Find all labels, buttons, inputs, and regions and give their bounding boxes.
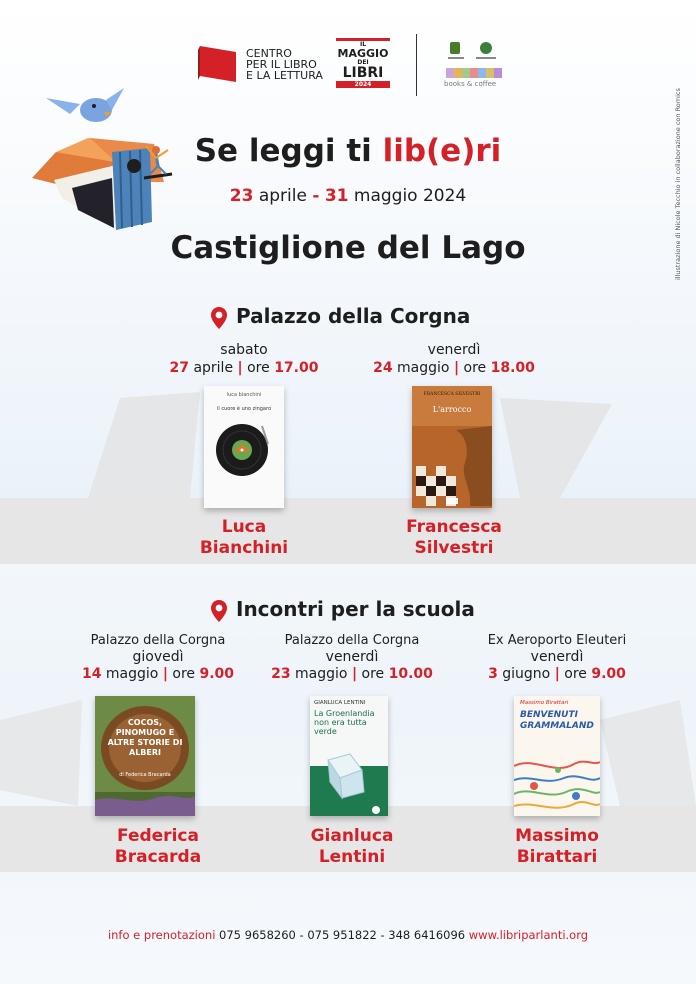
book-title: il cuore è uno zingaro (216, 406, 272, 412)
author-federica (56, 826, 260, 868)
title-part1: Se leggi ti (194, 133, 383, 169)
date-num: 23 (271, 666, 291, 682)
author-last: Bracarda (114, 847, 202, 867)
date-num: 14 (81, 666, 102, 682)
book-title: La Groenlandia non era tutta verde (314, 709, 375, 736)
book-cover-federica (95, 696, 195, 816)
author-francesca (354, 517, 554, 559)
maggio-il: IL (359, 41, 367, 48)
time-label: ore (564, 666, 587, 682)
separator: | (162, 666, 168, 682)
time-value: 9.00 (591, 666, 626, 682)
footer-info (40, 928, 656, 942)
side-credit (674, 60, 684, 280)
event-gianluca-date (252, 632, 452, 683)
event-venue: Ex Aeroporto Eleuteri (487, 633, 627, 648)
period-end-month: maggio 2024 (353, 186, 467, 206)
event-day: venerdì (325, 649, 379, 665)
author-first: Federica (117, 826, 199, 846)
section2-heading-text: Incontri per la scuola (236, 597, 475, 621)
municipal-crest-icons (446, 40, 502, 66)
header-divider (416, 34, 417, 96)
book-title: BENVENUTI GRAMMALAND (520, 710, 594, 731)
book-author: FRANCESCA SILVESTRI (423, 392, 481, 397)
author-massimo (457, 826, 657, 868)
book-title: COCOS, PINOMUGO E ALTRE STORIE DI ALBERI (107, 718, 183, 757)
event-luca-date (150, 341, 338, 377)
time-value: 9.00 (199, 666, 235, 682)
event-venue: Palazzo della Corgna (284, 633, 420, 648)
book-cover-luca (204, 386, 284, 508)
author-first: Francesca (406, 517, 502, 537)
author-luca (150, 517, 338, 559)
date-month: maggio (105, 666, 159, 682)
book-title: L'arrocco (432, 405, 472, 414)
date-num: 3 (488, 666, 498, 682)
date-month: giugno (502, 666, 551, 682)
footer-url[interactable]: www.libriparlanti.org (468, 928, 589, 942)
event-federica-date (56, 632, 260, 683)
separator: | (351, 666, 358, 682)
title-part2: lib(e)ri (382, 133, 502, 169)
book-author: di Federica Bracarda (119, 772, 171, 778)
centro-line3: E LA LETTURA (246, 69, 323, 82)
section1-heading-text: Palazzo della Corgna (236, 304, 471, 328)
author-first: Gianluca (310, 826, 394, 846)
author-last: Bianchini (199, 538, 289, 558)
separator: | (453, 360, 460, 376)
date-num: 24 (373, 360, 393, 376)
centro-libro-text (246, 48, 323, 81)
author-first: Massimo (515, 826, 599, 846)
author-last: Birattari (516, 847, 598, 867)
event-day: sabato (220, 342, 268, 358)
footer-label: info e prenotazioni (107, 928, 216, 942)
period-dash: - (312, 186, 320, 206)
period-start-num: 23 (229, 186, 254, 206)
footer-phones: 075 9658260 - 075 951822 - 348 6416096 (219, 928, 466, 942)
time-label: ore (172, 666, 196, 682)
period-start-month: aprile (258, 186, 307, 206)
event-massimo-date (457, 632, 657, 683)
author-last: Lentini (318, 847, 386, 867)
maggio-year: 2024 (336, 81, 390, 88)
event-venue: Palazzo della Corgna (90, 633, 226, 648)
ice-cubes-art (310, 752, 388, 816)
event-title (170, 133, 526, 169)
book-cover-gianluca (310, 696, 388, 816)
book-cover-massimo (514, 696, 600, 816)
maggio-dei-libri-logo (336, 38, 390, 94)
author-first: Luca (221, 517, 267, 537)
centro-libro-logo (196, 44, 240, 88)
date-month: aprile (193, 360, 234, 376)
centro-line1: CENTRO (246, 47, 292, 60)
event-period (170, 186, 526, 206)
location-pin-icon (210, 306, 228, 330)
maggio-word: MAGGIO (337, 47, 389, 60)
books-coffee-mosaic-icon (446, 68, 502, 78)
book-author: Massimo Birattari (520, 700, 569, 706)
event-day: giovedì (132, 649, 184, 665)
separator: | (237, 360, 243, 376)
event-francesca-date (354, 341, 554, 377)
comune-logos (446, 40, 502, 70)
event-day: venerdì (427, 342, 481, 358)
birdhouse-illustration (32, 82, 182, 232)
date-month: maggio (295, 666, 348, 682)
red-book-icon (196, 44, 240, 84)
time-label: ore (361, 666, 385, 682)
time-value: 10.00 (388, 666, 433, 682)
time-label: ore (463, 360, 487, 376)
book-author: GIANLUCA LENTINI (314, 700, 366, 706)
books-coffee-label: books & coffee (444, 80, 497, 88)
time-value: 18.00 (490, 360, 535, 376)
time-value: 17.00 (274, 360, 319, 376)
maggio-dei: DEI (357, 59, 369, 66)
chessboard-figure-art (412, 426, 492, 508)
vinyl-record-icon (214, 420, 274, 480)
section1-heading (210, 304, 500, 332)
illustration-credit: illustrazione di Nicole Tecchio in collaborazione con Romics (674, 88, 682, 280)
map-doodle-art (514, 756, 600, 816)
book-cover-francesca (412, 386, 492, 508)
date-month: maggio (397, 360, 450, 376)
author-gianluca (252, 826, 452, 868)
period-end-num: 31 (324, 186, 349, 206)
city-title: Castiglione del Lago (170, 230, 526, 266)
separator: | (554, 666, 560, 682)
author-last: Silvestri (414, 538, 494, 558)
location-pin-icon (210, 599, 228, 623)
date-num: 27 (169, 360, 189, 376)
event-day: venerdì (530, 649, 584, 665)
section2-heading (210, 597, 500, 625)
book-author: luca bianchini (226, 392, 262, 398)
libri-word: LIBRI (342, 65, 384, 81)
centro-line2: PER IL LIBRO (246, 58, 317, 71)
time-label: ore (247, 360, 270, 376)
